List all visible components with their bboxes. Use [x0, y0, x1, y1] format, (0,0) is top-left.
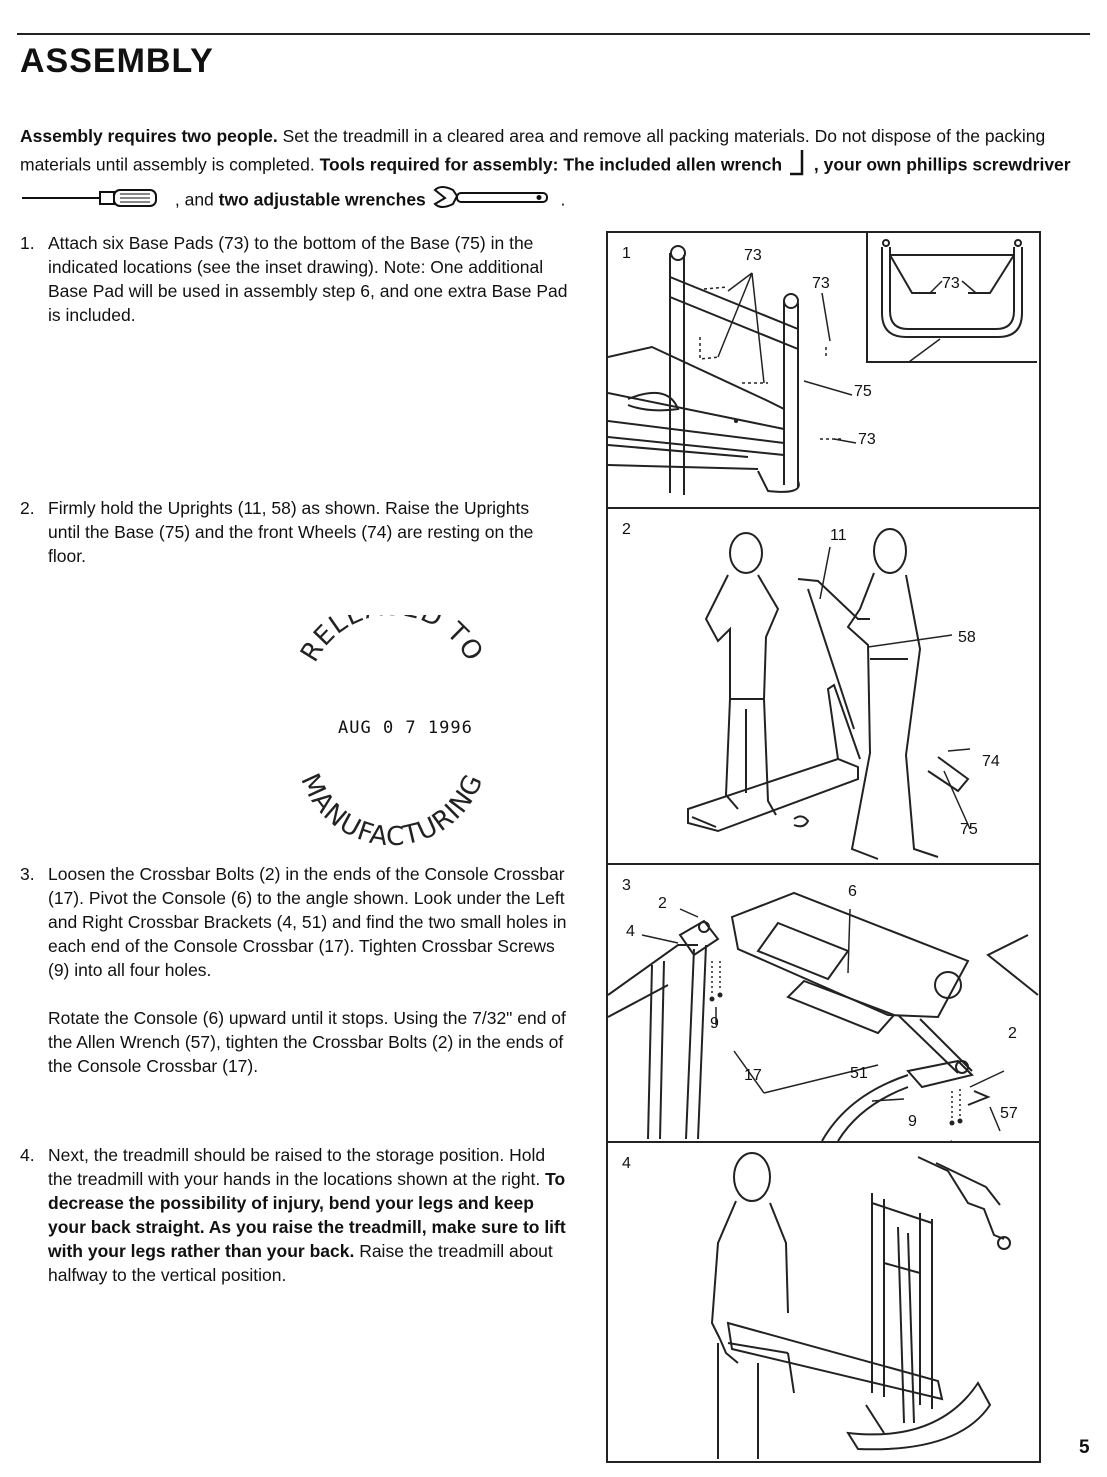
step-2 [20, 496, 550, 568]
step-3 [20, 862, 570, 1078]
screwdriver-icon [20, 188, 170, 214]
figure-1-inset [866, 233, 1037, 363]
figure-3 [608, 865, 1039, 1143]
figure-4-number: 4 [622, 1155, 631, 1172]
intro-text-2: , and [170, 189, 219, 210]
intro-end: . [555, 189, 566, 210]
figure-3-callout: 2 [658, 895, 667, 912]
figure-1-callout: 73 [858, 431, 876, 448]
figure-3-callout: 6 [848, 883, 857, 900]
figure-1-number: 1 [622, 245, 631, 262]
step-4 [20, 1143, 568, 1287]
step-3-number: 3. [20, 864, 35, 884]
stamp-date: AUG 0 7 1996 [338, 718, 473, 738]
page-number: 5 [1079, 1437, 1090, 1458]
stamp-top-text: REL D TO [295, 615, 489, 668]
intro-bold-4: two adjustable wrenches [218, 189, 426, 210]
step-2-number: 2. [20, 498, 35, 518]
page-title: ASSEMBLY [20, 42, 214, 80]
intro-text-1: Set the treadmill in a cleared area and remove all packing materials. Do not dispose of the packing materials until assembly is completed. [20, 126, 1046, 175]
step-4-warning: To decrease the possibility of injury, bend your legs and keep your back straight. As you raise the treadmill, make sure to lift with your legs rather than your back. [48, 1169, 566, 1261]
intro-bold-1: Assembly requires two people. [20, 126, 278, 146]
figure-3-callout: 51 [850, 1065, 868, 1082]
step-3-text: Loosen the Crossbar Bolts (2) in the ends of the Console Crossbar (17). Pivot the Console (6) to the angle shown. Look under the Left and Right Crossbar Brackets (4, 51) and find the two small holes in each end of the Console Crossbar (17). Tighten Crossbar Screws (9) into all four holes. [48, 864, 567, 980]
figure-2-callout: 11 [830, 527, 847, 544]
figure-4-drawing [608, 1143, 1039, 1461]
figure-3-callout: 9 [710, 1015, 719, 1032]
step-3-text-2: Rotate the Console (6) upward until it stops. Using the 7/32" end of the Allen Wrench (57), tighten the Crossbar Bolts (2) in the ends of the Console Crossbar (17). [48, 1008, 566, 1076]
step-1 [20, 231, 575, 327]
intro-bold-3: , your own phillips screwdriver [809, 154, 1071, 175]
figure-1-callout: 73 [744, 247, 762, 264]
adjustable-wrench-icon [431, 184, 556, 218]
figure-2-callout: 74 [982, 753, 1000, 770]
step-4-text [48, 1143, 568, 1287]
figure-3-callout: 4 [626, 923, 635, 940]
top-rule [17, 33, 1090, 35]
figure-3-drawing [608, 865, 1039, 1141]
figure-1 [608, 233, 1039, 509]
allen-wrench-icon [787, 148, 809, 184]
figure-3-number: 3 [622, 877, 631, 894]
step-1-number: 1. [20, 233, 35, 253]
step-2-text: Firmly hold the Uprights (11, 58) as shown. Raise the Uprights until the Base (75) and the front Wheels (74) are resting on the floor. [48, 498, 534, 566]
figure-3-callout: 17 [744, 1067, 762, 1084]
step-4-number: 4. [20, 1145, 35, 1165]
step-1-text: Attach six Base Pads (73) to the bottom of the Base (75) in the indicated locations (see the inset drawing). Note: One additional Base Pad will be used in assembly step 6, and one extra Base Pad is included. [48, 233, 568, 325]
svg-text:RELEASED TO [295, 615, 489, 667]
figure-4 [608, 1143, 1039, 1461]
intro-bold-2: Tools required for assembly: The included allen wrench [319, 154, 783, 175]
figure-3-callout: 9 [908, 1113, 917, 1130]
step-4-text-1: Next, the treadmill should be raised to the storage position. Hold the treadmill with your hands in the locations shown at the right. [48, 1145, 546, 1189]
svg-text:MANUFACTURING [294, 769, 489, 852]
figure-2-number: 2 [622, 521, 631, 538]
intro-paragraph [20, 124, 1080, 218]
figure-3-callout: 57 [1000, 1105, 1018, 1122]
figure-1-callout: 73 [812, 275, 830, 292]
figure-2-callout: 58 [958, 629, 976, 646]
step-4-text-2: Raise the treadmill about halfway to the vertical position. [48, 1241, 553, 1285]
figure-1-inset-callout: 73 [942, 275, 960, 292]
figure-2 [608, 509, 1039, 865]
figure-panels [606, 231, 1041, 1463]
figure-1-callout: 75 [854, 383, 872, 400]
figure-2-drawing [608, 509, 1039, 863]
figure-3-callout: 2 [1008, 1025, 1017, 1042]
figure-2-callout: 75 [960, 821, 978, 838]
stamp-bottom-text: MANUFACTURING [294, 769, 490, 853]
